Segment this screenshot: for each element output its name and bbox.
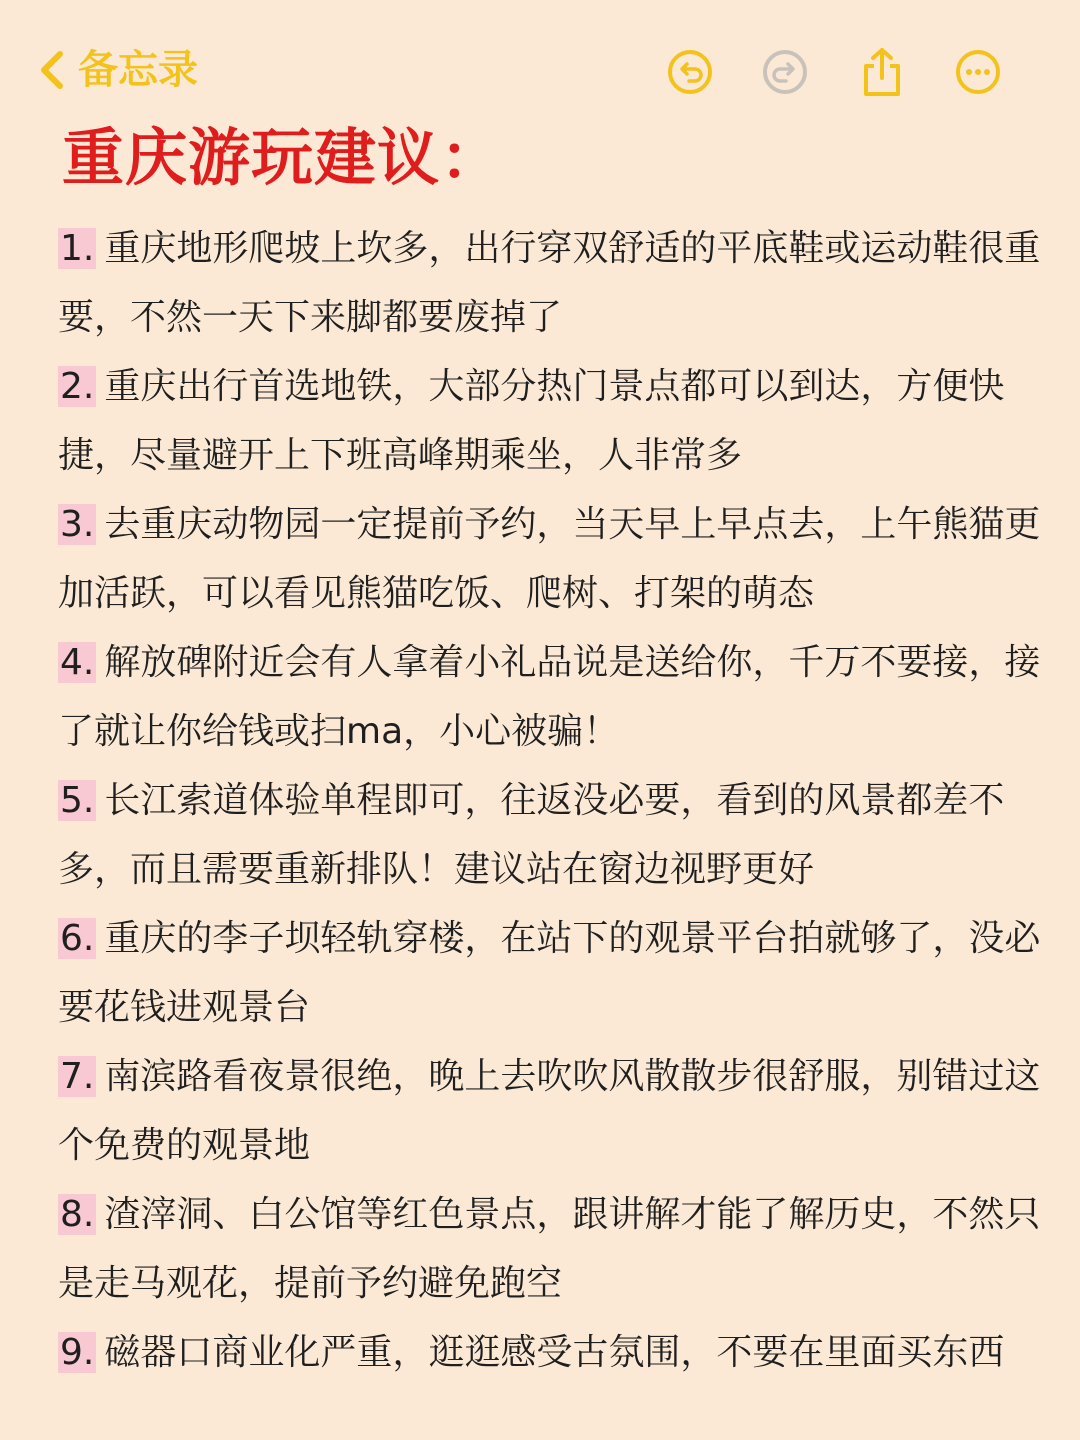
list-item [58,766,1043,904]
item-number: 1. [60,228,95,269]
list-item [58,628,1043,766]
item-text: 渣滓洞、白公馆等红色景点，跟讲解才能了解历史，不然只是走马观花，提前予约避免跑空 [58,1194,1041,1304]
list-item [58,1180,1043,1318]
item-number: 5. [60,780,95,821]
redo-button[interactable] [755,42,815,102]
item-text: 重庆出行首选地铁，大部分热门景点都可以到达，方便快捷，尽量避开上下班高峰期乘坐，人非常多 [58,366,1005,476]
list-item [58,490,1043,628]
back-label: 备忘录 [78,47,198,93]
note-title: 重庆游玩建议： [62,121,504,194]
share-button[interactable] [852,42,912,102]
list-item [58,1042,1043,1180]
item-number: 8. [60,1194,95,1235]
item-number: 6. [60,918,95,959]
item-text: 南滨路看夜景很绝，晚上去吹吹风散散步很舒服，别错过这个免费的观景地 [58,1056,1041,1166]
undo-icon [666,48,714,96]
item-number: 9. [60,1332,95,1373]
item-text: 重庆的李子坝轻轨穿楼，在站下的观景平台拍就够了，没必要花钱进观景台 [58,918,1041,1028]
chevron-left-icon [36,42,70,98]
list-item [58,1318,1043,1387]
item-text: 解放碑附近会有人拿着小礼品说是送给你，千万不要接，接了就让你给钱或扫ma，小心被骗！ [58,642,1041,752]
list-item [58,904,1043,1042]
undo-button[interactable] [660,42,720,102]
item-text: 去重庆动物园一定提前予约，当天早上早点去，上午熊猫更加活跃，可以看见熊猫吃饭、爬树、打架的萌态 [58,504,1041,614]
item-number: 4. [60,642,95,683]
list-item [58,214,1043,352]
back-button[interactable] [36,42,198,98]
redo-icon [761,48,809,96]
more-icon [954,48,1002,96]
item-text: 长江索道体验单程即可，往返没必要，看到的风景都差不多，而且需要重新排队！建议站在窗边视野更好 [58,780,1005,890]
item-number: 3. [60,504,95,545]
note-body[interactable] [58,214,1043,1387]
share-icon [858,46,906,98]
item-text: 重庆地形爬坡上坎多，出行穿双舒适的平底鞋或运动鞋很重要，不然一天下来脚都要废掉了 [58,228,1041,338]
item-number: 2. [60,366,95,407]
more-button[interactable] [948,42,1008,102]
item-text: 磁器口商业化严重，逛逛感受古氛围，不要在里面买东西 [104,1332,1005,1373]
list-item [58,352,1043,490]
item-number: 7. [60,1056,95,1097]
